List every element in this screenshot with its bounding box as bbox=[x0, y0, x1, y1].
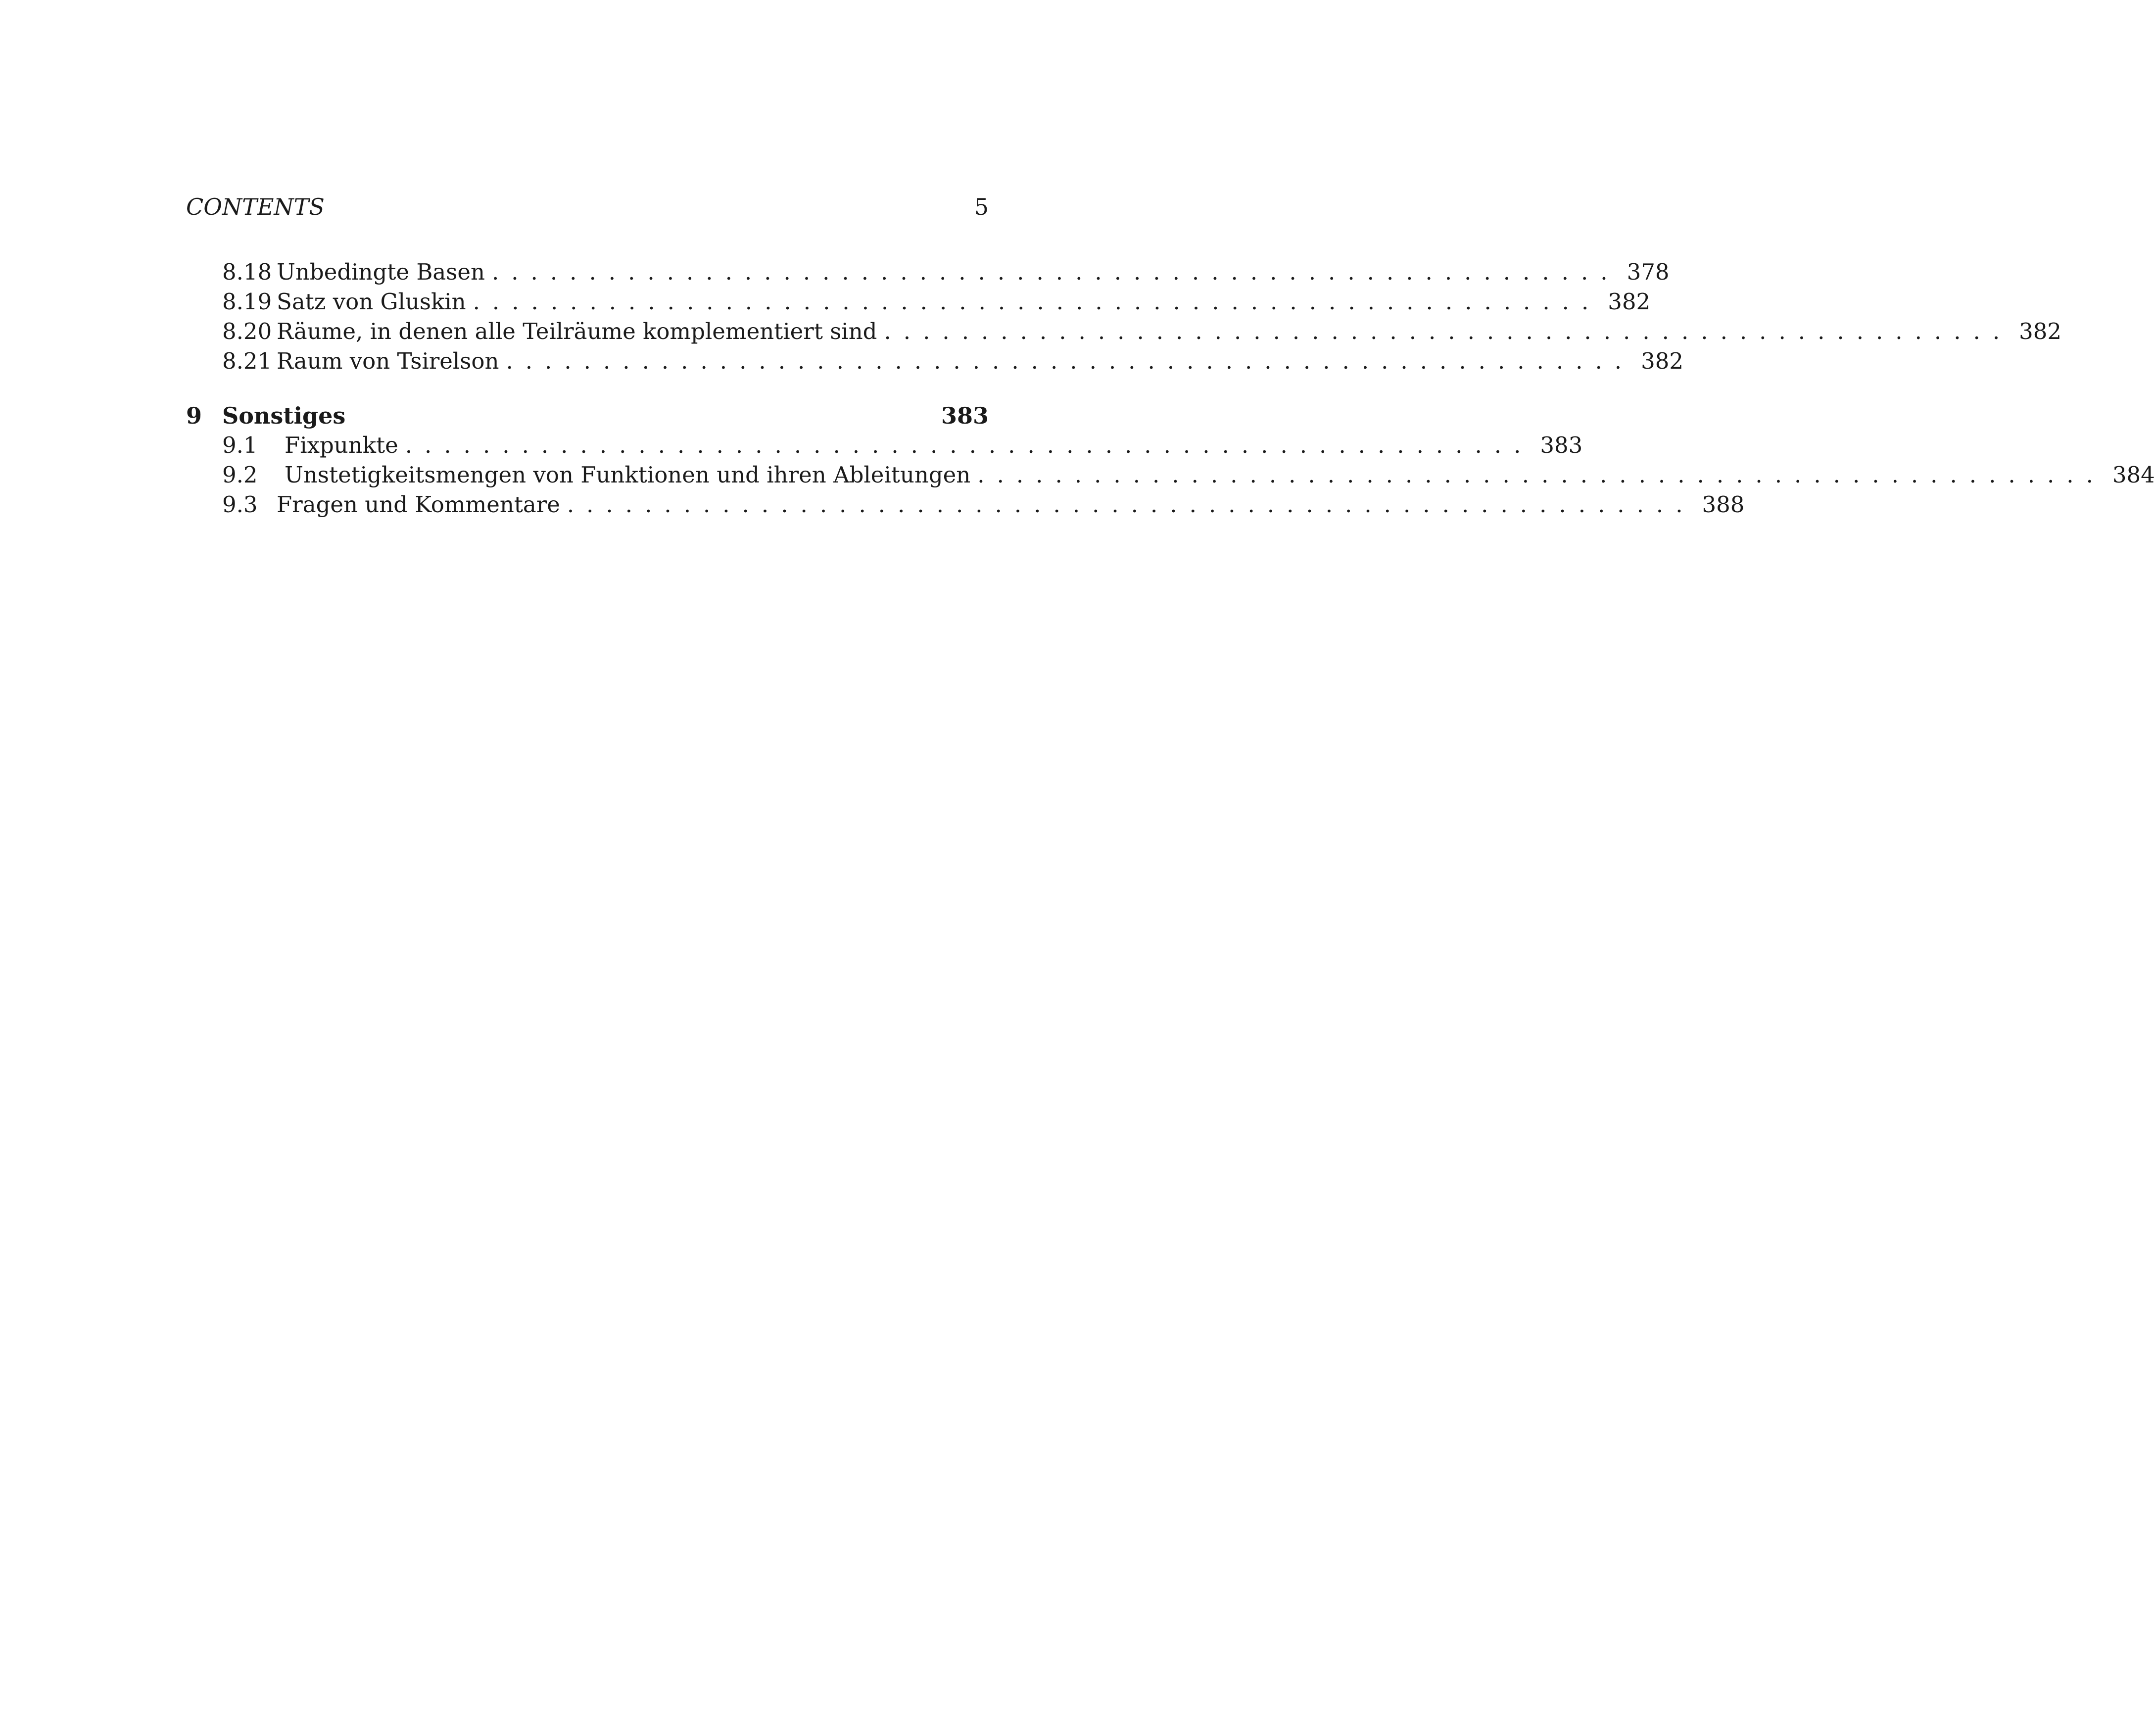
section-title: Satz von Gluskin bbox=[277, 289, 466, 315]
toc-chapter-9[interactable] bbox=[186, 401, 989, 431]
dot-leaders: .......................................................... bbox=[567, 491, 1695, 518]
toc-entry-8-19[interactable] bbox=[222, 287, 1651, 317]
running-head-title: CONTENTS bbox=[186, 193, 325, 220]
section-number: 8.21 bbox=[222, 348, 272, 374]
section-number: 8.19 bbox=[222, 289, 272, 315]
section-number: 9.1 bbox=[222, 432, 258, 458]
dot-leaders: .......................................................... bbox=[491, 259, 1620, 285]
dot-leaders: .......................................................... bbox=[977, 462, 2106, 488]
section-page: 378 bbox=[1627, 259, 1670, 285]
chapter-page: 383 bbox=[941, 402, 989, 429]
toc-entry-8-21[interactable] bbox=[222, 346, 1683, 376]
section-page: 382 bbox=[2019, 318, 2062, 344]
dot-leaders: .......................................................... bbox=[884, 318, 2012, 344]
section-page: 382 bbox=[1608, 289, 1651, 315]
section-page: 383 bbox=[1540, 432, 1583, 458]
section-page: 382 bbox=[1641, 348, 1683, 374]
section-number: 9.2 bbox=[222, 462, 258, 488]
dot-leaders: .......................................................... bbox=[506, 348, 1634, 374]
toc-entry-9-2[interactable] bbox=[222, 460, 2155, 490]
section-title: Räume, in denen alle Teilräume komplementiert sind bbox=[277, 318, 877, 344]
page-number: 5 bbox=[974, 193, 989, 220]
chapter-number: 9 bbox=[186, 402, 202, 429]
section-number: 8.20 bbox=[222, 318, 272, 344]
section-page: 384 bbox=[2112, 462, 2155, 488]
section-number: 8.18 bbox=[222, 259, 272, 285]
toc-entry-9-1[interactable] bbox=[222, 431, 1583, 460]
running-head bbox=[186, 192, 989, 222]
dot-leaders: .......................................................... bbox=[405, 432, 1533, 458]
section-title: Raum von Tsirelson bbox=[277, 348, 499, 374]
section-title: Unstetigkeitsmengen von Funktionen und ihren Ableitungen bbox=[285, 462, 971, 488]
toc-entry-9-3[interactable] bbox=[222, 490, 1745, 520]
toc-entry-8-20[interactable] bbox=[222, 317, 2062, 346]
chapter-title: Sonstiges bbox=[222, 402, 346, 429]
section-page: 388 bbox=[1702, 491, 1745, 518]
section-title: Unbedingte Basen bbox=[277, 259, 485, 285]
toc-entry-8-18[interactable] bbox=[222, 257, 1670, 287]
section-title: Fixpunkte bbox=[285, 432, 398, 458]
section-title: Fragen und Kommentare bbox=[277, 491, 560, 518]
dot-leaders: .......................................................... bbox=[473, 289, 1601, 315]
section-number: 9.3 bbox=[222, 491, 258, 518]
